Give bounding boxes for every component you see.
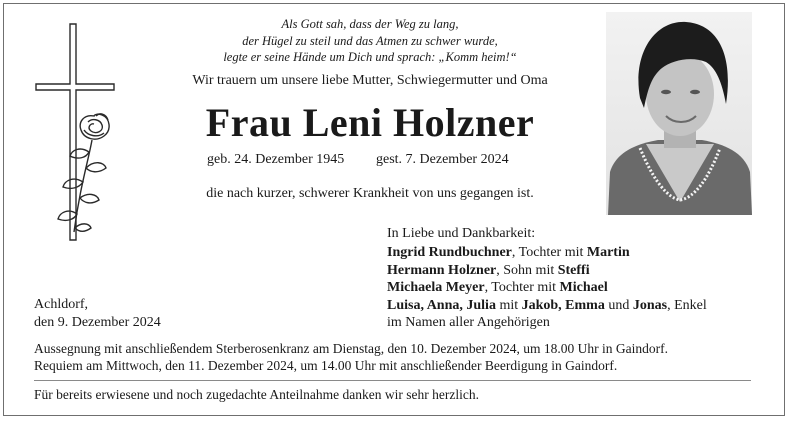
mourners-list bbox=[387, 244, 707, 332]
birth-date: geb. 24. Dezember 1945 bbox=[207, 152, 345, 167]
connector-text: und bbox=[604, 297, 633, 313]
grandchildren-names: Luisa, Anna, Julia bbox=[387, 297, 496, 313]
list-item bbox=[387, 262, 707, 280]
portrait-photo bbox=[606, 12, 752, 215]
cross-with-rose-icon bbox=[34, 22, 119, 242]
mourner-name: Ingrid Rundbuchner bbox=[387, 245, 512, 260]
mourner-relation: , Tochter mit bbox=[511, 245, 587, 260]
mourners-heading: In Liebe und Dankbarkeit: bbox=[387, 226, 536, 241]
verse-line: legte er seine Hände um Dich und sprach: „Komm heim!“ bbox=[223, 50, 517, 64]
service-line: Requiem am Mittwoch, den 11. Dezember 2024, um 14.00 Uhr mit anschließender Beerdigung in Gaindorf. bbox=[34, 357, 618, 373]
service-info bbox=[34, 341, 756, 374]
deceased-name: Frau Leni Holzner bbox=[205, 100, 535, 145]
verse-line: Als Gott sah, dass der Weg zu lang, bbox=[281, 17, 459, 31]
list-item bbox=[387, 279, 707, 297]
verse-line: der Hügel zu steil und das Atmen zu schwer wurde, bbox=[242, 33, 498, 48]
memorial-verse bbox=[200, 16, 540, 66]
list-item bbox=[387, 244, 707, 262]
mourner-relation: , Tochter mit bbox=[484, 280, 560, 295]
notice-date: den 9. Dezember 2024 bbox=[34, 314, 161, 330]
all-relatives: im Namen aller Angehörigen bbox=[387, 315, 550, 330]
place: Achldorf, bbox=[34, 297, 89, 312]
mourning-intro: Wir trauern um unsere liebe Mutter, Schwiegermutter und Oma bbox=[192, 73, 548, 88]
mourner-name: Hermann Holzner bbox=[387, 262, 497, 278]
mourner-partner: Martin bbox=[586, 245, 630, 260]
mourner-partner: Michael bbox=[559, 280, 608, 295]
divider bbox=[34, 380, 751, 381]
cause-text: die nach kurzer, schwerer Krankheit von uns gegangen ist. bbox=[206, 186, 534, 201]
place-and-date bbox=[34, 296, 161, 331]
service-line: Aussegnung mit anschließendem Sterberosenkranz am Dienstag, den 10. Dezember 2024, um 18.00 Uhr in Gaindorf. bbox=[34, 341, 668, 356]
mourner-relation: , Sohn mit bbox=[496, 262, 558, 278]
mourner-name: Michaela Meyer bbox=[387, 280, 485, 295]
grandchildren-partners: Jakob, Emma bbox=[521, 297, 605, 313]
connector-text: mit bbox=[495, 297, 522, 313]
mourner-partner: Steffi bbox=[557, 262, 590, 278]
relation-text: , Enkel bbox=[667, 297, 707, 313]
grandchildren-partner-last: Jonas bbox=[632, 297, 668, 313]
thanks-text: Für bereits erwiesene und noch zugedachte Anteilnahme danken wir sehr herzlich. bbox=[34, 387, 479, 402]
death-date: gest. 7. Dezember 2024 bbox=[376, 152, 509, 167]
list-item bbox=[387, 297, 707, 315]
